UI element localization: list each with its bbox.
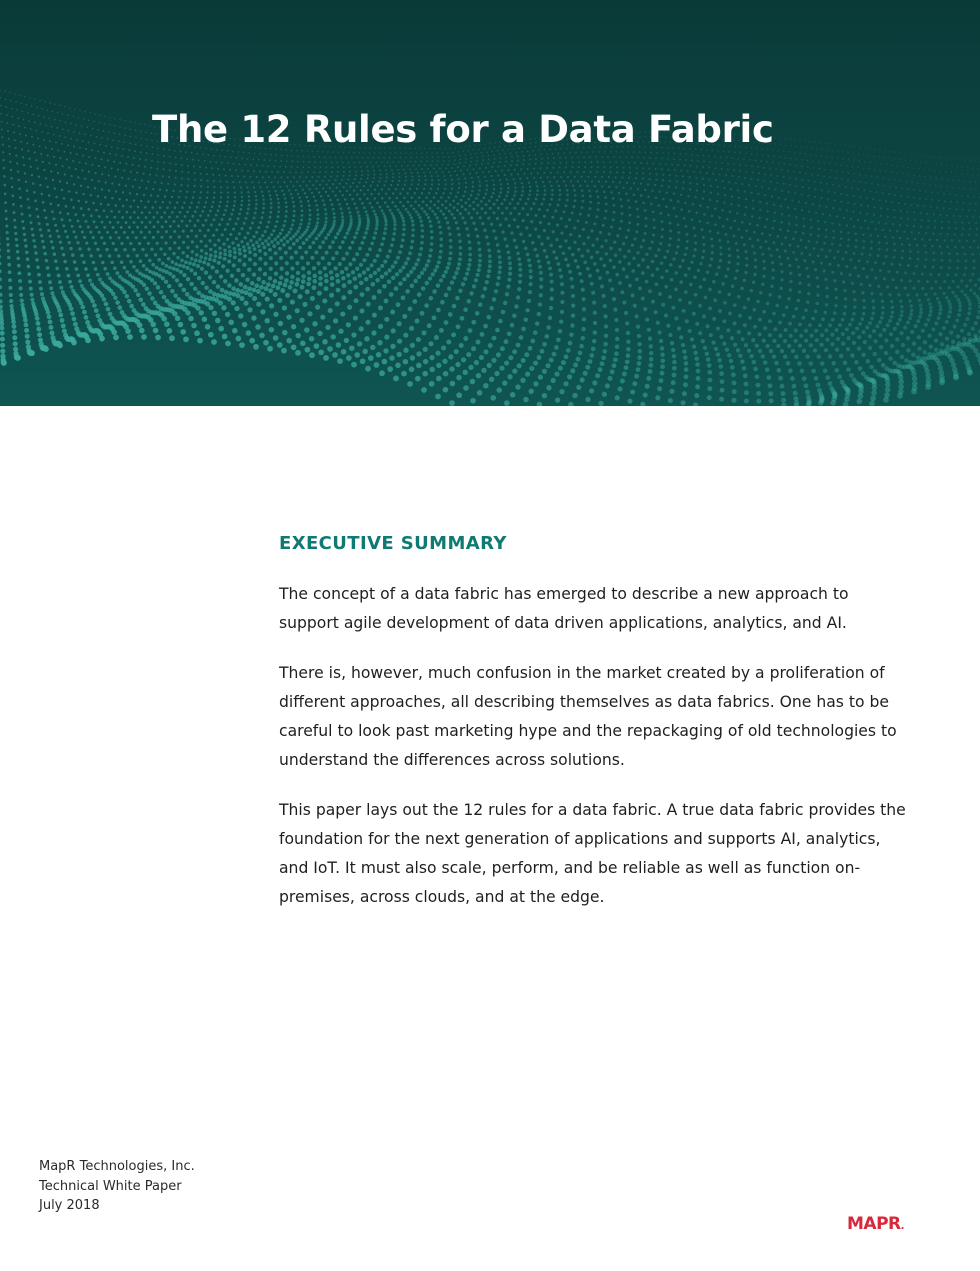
page-title: The 12 Rules for a Data Fabric <box>152 108 774 151</box>
summary-paragraph-1: The concept of a data fabric has emerged to describe a new approach to support agile development of data driven applications, analytics, and AI. <box>279 585 849 632</box>
company-name: MapR Technologies, Inc. <box>39 1159 195 1174</box>
section-heading: EXECUTIVE SUMMARY <box>279 533 507 554</box>
data-wave-graphic <box>0 0 980 406</box>
executive-summary-section <box>279 530 909 933</box>
document-type: Technical White Paper <box>39 1178 182 1194</box>
document-meta <box>39 1157 195 1216</box>
summary-paragraph-2: There is, however, much confusion in the market created by a proliferation of different approaches, all describing themselves as data fabrics. One has to be careful to look past marketing hype and the repackaging of old technologies to understand the differences across solutions. <box>279 664 897 769</box>
mapr-logo: MAPR. <box>847 1214 904 1234</box>
summary-paragraph-3: This paper lays out the 12 rules for a data fabric. A true data fabric provides the foundation for the next generation of applications and supports AI, analytics, and IoT. It must also scale, perform, and be reliable as well as function on-premises, across clouds, and at the edge. <box>279 801 906 906</box>
logo-text: MAPR <box>847 1214 901 1234</box>
hero-banner <box>0 0 980 406</box>
publish-date: July 2018 <box>39 1198 100 1213</box>
